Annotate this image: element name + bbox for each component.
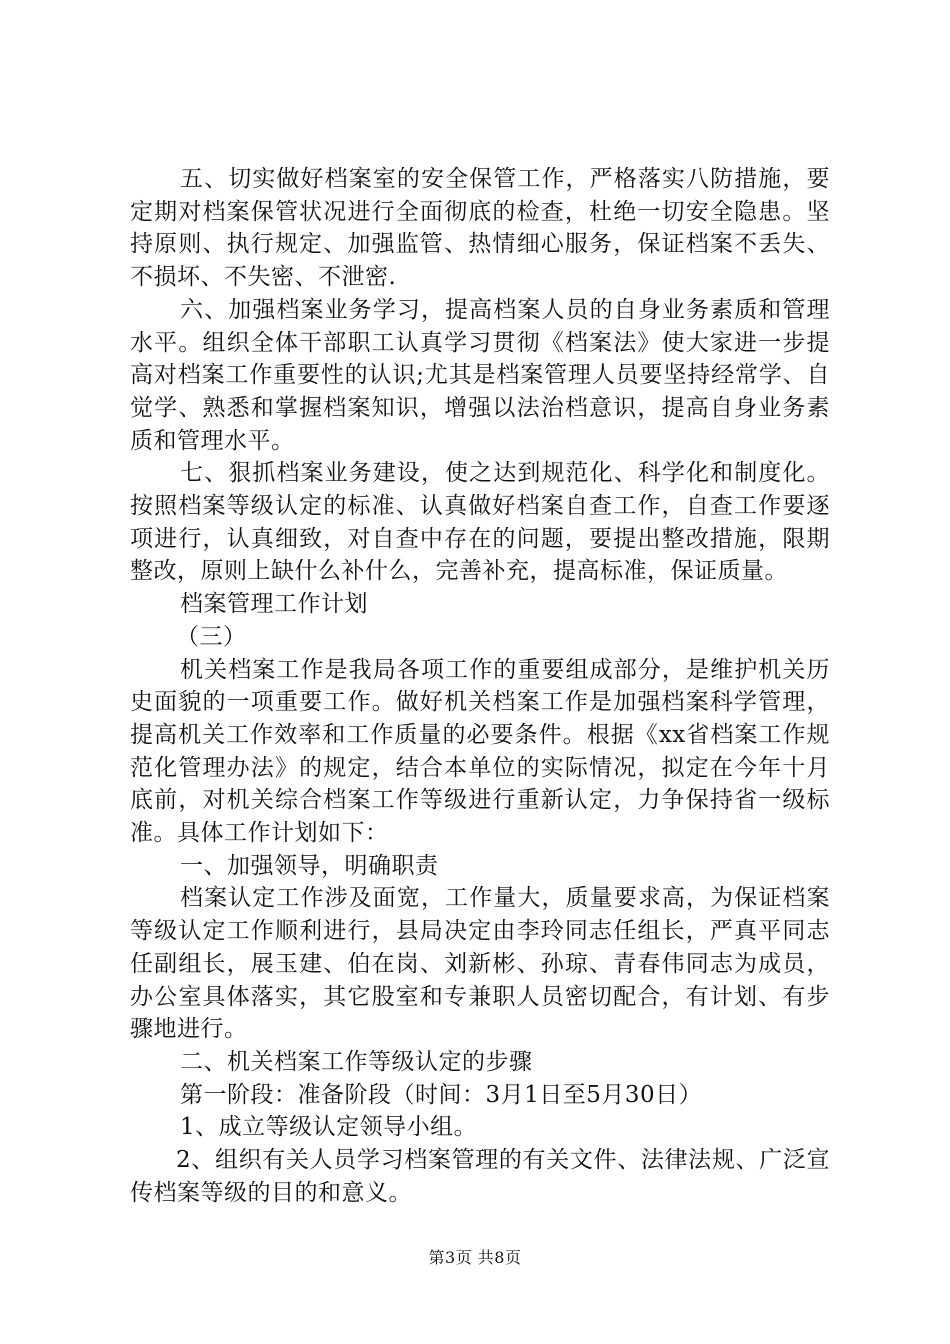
paragraph-6-study: 六、加强档案业务学习，提高档案人员的自身业务素质和管理水平。组织全体干部职工认真学习贯彻《档案法》使大家进一步提高对档案工作重要性的认识;尤其是档案管理人员要坚持经常学、自觉学、熟悉和掌握档案知识，增强以法治档意识，提高自身业务素质和管理水平。 xyxy=(130,296,830,454)
step-1-item: 1、成立等级认定领导小组。 xyxy=(180,1114,478,1141)
page-footer: 第3页 共8页 xyxy=(428,1248,522,1267)
paragraph-7-construction: 七、狠抓档案业务建设，使之达到规范化、科学化和制度化。按照档案等级认定的标准、认真做好档案自查工作，自查工作要逐项进行，认真细致，对自查中存在的问题，要提出整改措施，限期整改，原则上缺什么补什么，完善补充，提高标准，保证质量。 xyxy=(130,460,830,585)
heading-2-steps: 二、机关档案工作等级认定的步骤 xyxy=(180,1048,533,1075)
section-title: 档案管理工作计划 xyxy=(180,591,368,618)
paragraph-intro: 机关档案工作是我局各项工作的重要组成部分，是维护机关历史面貌的一项重要工作。做好机关档案工作是加强档案科学管理，提高机关工作效率和工作质量的必要条件。根据《xx省档案工作规范化管理办法》的规定，结合本单位的实际情况，拟定在今年十月底前，对机关综合档案工作等级进行重新认定，力争保持省一级标准。具体工作计划如下： xyxy=(130,656,830,847)
heading-1-leadership: 一、加强领导，明确职责 xyxy=(180,852,439,879)
paragraph-leadership: 档案认定工作涉及面宽，工作量大，质量要求高，为保证档案等级认定工作顺利进行，县局决定由李玲同志任组长，严真平同志任副组长，展玉建、伯在岗、刘新彬、孙琼、青春伟同志为成员，办公室具体落实，其它股室和专兼职人员密切配合，有计划、有步骤地进行。 xyxy=(130,885,830,1043)
paragraph-5-security: 五、切实做好档案室的安全保管工作，严格落实八防措施，要定期对档案保管状况进行全面彻底的检查，杜绝一切安全隐患。坚持原则、执行规定、加强监管、热情细心服务，保证档案不丢失、不损坏、不失密、不泄密. xyxy=(130,166,830,291)
step-2-item: 2、组织有关人员学习档案管理的有关文件、法律法规、广泛宣传档案等级的目的和意义。 xyxy=(130,1147,830,1206)
stage-1-heading: 第一阶段：准备阶段（时间：3月1日至5月30日） xyxy=(180,1081,703,1108)
document-body xyxy=(130,163,830,1210)
section-number: （三） xyxy=(176,623,247,650)
